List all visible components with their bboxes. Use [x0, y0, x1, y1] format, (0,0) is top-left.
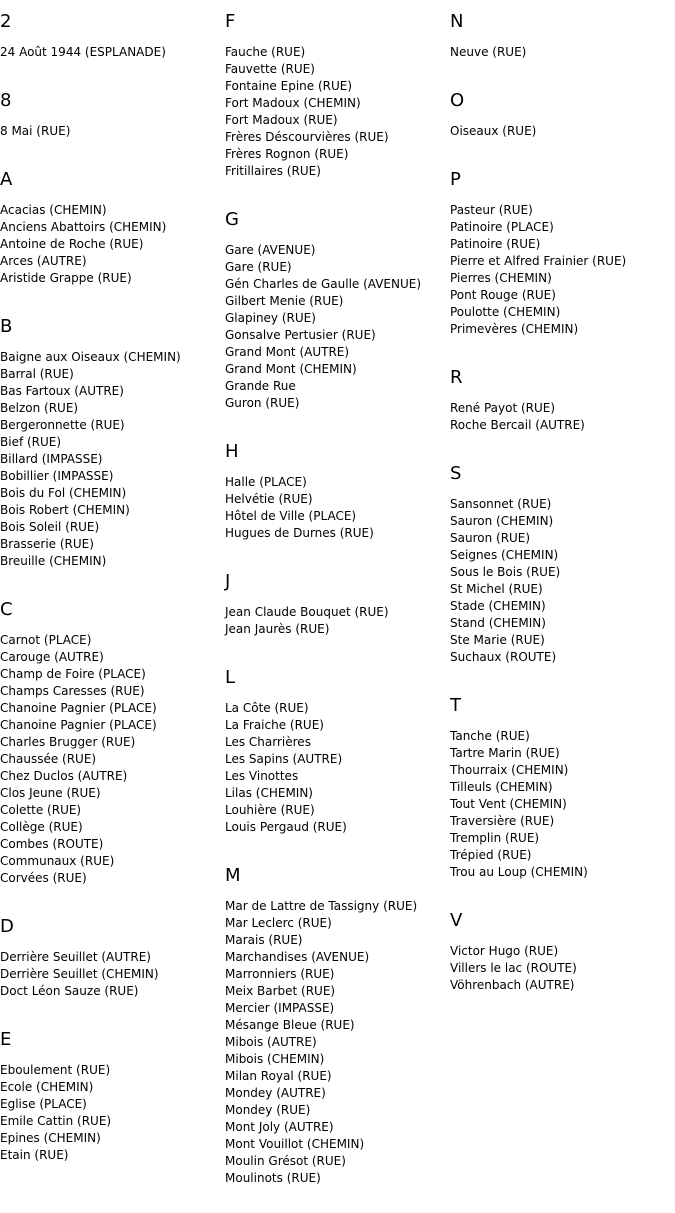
street-link[interactable]: Neuve (RUE)	[450, 45, 527, 59]
letter-section	[450, 692, 675, 881]
letter-section	[225, 664, 447, 836]
street-link[interactable]: Gare (AVENUE)	[225, 243, 316, 257]
street-link[interactable]: Stand (CHEMIN)	[450, 616, 546, 630]
street-index-column-2	[225, 8, 447, 1213]
section-letter-heading: V	[450, 910, 463, 931]
street-list	[450, 728, 675, 881]
street-link[interactable]: Champs Caresses (RUE)	[0, 684, 145, 698]
street-list	[450, 943, 675, 994]
street-link[interactable]: Chaussée (RUE)	[0, 752, 97, 766]
street-link[interactable]: Eglise (PLACE)	[0, 1097, 87, 1111]
street-link[interactable]: Emile Cattin (RUE)	[0, 1114, 112, 1128]
street-link[interactable]: Primevères (CHEMIN)	[450, 322, 579, 336]
street-link[interactable]: Stade (CHEMIN)	[450, 599, 546, 613]
street-link[interactable]: Fauche (RUE)	[225, 45, 306, 59]
street-link[interactable]: Aristide Grappe (RUE)	[0, 271, 132, 285]
street-link[interactable]: Fontaine Epine (RUE)	[225, 79, 353, 93]
street-link[interactable]: 8 Mai (RUE)	[0, 124, 71, 138]
section-letter-heading: O	[450, 90, 465, 111]
street-link[interactable]: Eboulement (RUE)	[0, 1063, 111, 1077]
letter-section	[450, 166, 675, 338]
street-list	[0, 1062, 222, 1164]
section-letter-heading: E	[0, 1029, 12, 1050]
street-link[interactable]: Villers le lac (ROUTE)	[450, 961, 577, 975]
street-link[interactable]: Epines (CHEMIN)	[0, 1131, 101, 1145]
street-link[interactable]: Derrière Seuillet (CHEMIN)	[0, 967, 159, 981]
street-link[interactable]: Doct Léon Sauze (RUE)	[0, 984, 139, 998]
section-letter-heading: F	[225, 11, 236, 32]
street-link[interactable]: Pasteur (RUE)	[450, 203, 533, 217]
street-link[interactable]: Les Vinottes	[225, 769, 299, 783]
section-letter-heading: A	[0, 169, 13, 190]
letter-section	[0, 596, 222, 887]
street-link[interactable]: Trépied (RUE)	[450, 848, 532, 862]
street-link[interactable]: Barral (RUE)	[0, 367, 74, 381]
street-link[interactable]: Gilbert Menie (RUE)	[225, 294, 344, 308]
street-link[interactable]: Chanoine Pagnier (PLACE)	[0, 701, 157, 715]
street-link[interactable]: Etain (RUE)	[0, 1148, 69, 1162]
street-link[interactable]: Corvées (RUE)	[0, 871, 87, 885]
section-letter-heading: M	[225, 865, 241, 886]
street-link[interactable]: 24 Août 1944 (ESPLANADE)	[0, 45, 166, 59]
street-link[interactable]: Hugues de Durnes (RUE)	[225, 526, 374, 540]
street-link[interactable]: Frères Déscourvières (RUE)	[225, 130, 389, 144]
letter-section	[225, 206, 447, 412]
street-link[interactable]: Derrière Seuillet (AUTRE)	[0, 950, 151, 964]
street-link[interactable]: Louhière (RUE)	[225, 803, 315, 817]
street-link[interactable]: Frères Rognon (RUE)	[225, 147, 349, 161]
letter-section	[225, 438, 447, 542]
street-link[interactable]: Patinoire (RUE)	[450, 237, 541, 251]
street-list	[225, 700, 447, 836]
street-link[interactable]: Pierres (CHEMIN)	[450, 271, 552, 285]
street-link[interactable]: Mar de Lattre de Tassigny (RUE)	[225, 899, 418, 913]
street-link[interactable]: Collège (RUE)	[0, 820, 83, 834]
street-link[interactable]: Fauvette (RUE)	[225, 62, 315, 76]
street-link[interactable]: Victor Hugo (RUE)	[450, 944, 559, 958]
street-link[interactable]: Fort Madoux (CHEMIN)	[225, 96, 361, 110]
street-link[interactable]: Bief (RUE)	[0, 435, 62, 449]
street-link[interactable]: Tremplin (RUE)	[450, 831, 540, 845]
street-link[interactable]: Mibois (AUTRE)	[225, 1035, 317, 1049]
street-list	[450, 44, 675, 61]
street-list	[450, 400, 675, 434]
street-link[interactable]: Oiseaux (RUE)	[450, 124, 537, 138]
street-link[interactable]: Helvétie (RUE)	[225, 492, 313, 506]
street-link[interactable]: Acacias (CHEMIN)	[0, 203, 107, 217]
street-list	[0, 202, 222, 287]
street-link[interactable]: Bois Soleil (RUE)	[0, 520, 100, 534]
letter-section	[450, 460, 675, 666]
street-link[interactable]: Trou au Loup (CHEMIN)	[450, 865, 588, 879]
street-link[interactable]: Marais (RUE)	[225, 933, 303, 947]
street-list	[225, 242, 447, 412]
letter-section	[0, 1026, 222, 1164]
section-letter-heading: J	[225, 571, 231, 592]
street-link[interactable]: St Michel (RUE)	[450, 582, 543, 596]
street-link[interactable]: Bobillier (IMPASSE)	[0, 469, 114, 483]
section-letter-heading: L	[225, 667, 236, 688]
letter-section	[225, 568, 447, 638]
street-link[interactable]: Mont Joly (AUTRE)	[225, 1120, 334, 1134]
street-link[interactable]: Les Sapins (AUTRE)	[225, 752, 343, 766]
street-link[interactable]: Mésange Bleue (RUE)	[225, 1018, 355, 1032]
section-letter-heading: D	[0, 916, 14, 937]
street-link[interactable]: Bois Robert (CHEMIN)	[0, 503, 130, 517]
street-link[interactable]: Hôtel de Ville (PLACE)	[225, 509, 357, 523]
street-index-column-1	[0, 8, 222, 1190]
street-list	[0, 349, 222, 570]
street-link[interactable]: Tanche (RUE)	[450, 729, 530, 743]
street-link[interactable]: Chez Duclos (AUTRE)	[0, 769, 128, 783]
street-link[interactable]: Fort Madoux (RUE)	[225, 113, 338, 127]
street-list	[225, 604, 447, 638]
street-list	[0, 44, 222, 61]
section-letter-heading: H	[225, 441, 239, 462]
street-link[interactable]: Lilas (CHEMIN)	[225, 786, 313, 800]
section-letter-heading: B	[0, 316, 13, 337]
section-letter-heading: 8	[0, 90, 12, 111]
street-link[interactable]: Jean Claude Bouquet (RUE)	[225, 605, 389, 619]
street-link[interactable]: Tartre Marin (RUE)	[450, 746, 560, 760]
street-link[interactable]: Mar Leclerc (RUE)	[225, 916, 332, 930]
letter-section	[450, 8, 675, 61]
street-link[interactable]: Antoine de Roche (RUE)	[0, 237, 144, 251]
street-link[interactable]: Milan Royal (RUE)	[225, 1069, 332, 1083]
street-link[interactable]: Halle (PLACE)	[225, 475, 307, 489]
street-link[interactable]: La Fraiche (RUE)	[225, 718, 324, 732]
street-link[interactable]: Jean Jaurès (RUE)	[225, 622, 330, 636]
section-letter-heading: P	[450, 169, 461, 190]
street-link[interactable]: Les Charrières	[225, 735, 311, 749]
street-link[interactable]: Bas Fartoux (AUTRE)	[0, 384, 124, 398]
letter-section	[225, 8, 447, 180]
letter-section	[450, 907, 675, 994]
street-link[interactable]: Roche Bercail (AUTRE)	[450, 418, 585, 432]
street-link[interactable]: Charles Brugger (RUE)	[0, 735, 136, 749]
street-link[interactable]: Poulotte (CHEMIN)	[450, 305, 561, 319]
street-link[interactable]: Billard (IMPASSE)	[0, 452, 103, 466]
letter-section	[0, 8, 222, 61]
street-link[interactable]: Mondey (RUE)	[225, 1103, 311, 1117]
street-link[interactable]: Ste Marie (RUE)	[450, 633, 545, 647]
street-link[interactable]: Grand Mont (CHEMIN)	[225, 362, 357, 376]
street-link[interactable]: Moulin Grésot (RUE)	[225, 1154, 346, 1168]
street-link[interactable]: Breuille (CHEMIN)	[0, 554, 107, 568]
street-link[interactable]: Champ de Foire (PLACE)	[0, 667, 146, 681]
letter-section	[0, 166, 222, 287]
street-link[interactable]: Grande Rue	[225, 379, 296, 393]
street-list	[0, 949, 222, 1000]
street-link[interactable]: Seignes (CHEMIN)	[450, 548, 559, 562]
street-link[interactable]: Sauron (CHEMIN)	[450, 514, 554, 528]
street-link[interactable]: Tilleuls (CHEMIN)	[450, 780, 553, 794]
street-link[interactable]: René Payot (RUE)	[450, 401, 556, 415]
street-link[interactable]: Pierre et Alfred Frainier (RUE)	[450, 254, 627, 268]
street-link[interactable]: Belzon (RUE)	[0, 401, 79, 415]
street-list	[450, 496, 675, 666]
street-link[interactable]: Thourraix (CHEMIN)	[450, 763, 569, 777]
street-link[interactable]: Traversière (RUE)	[450, 814, 555, 828]
section-letter-heading: R	[450, 367, 463, 388]
street-link[interactable]: Mibois (CHEMIN)	[225, 1052, 325, 1066]
street-link[interactable]: Guron (RUE)	[225, 396, 300, 410]
letter-section	[0, 913, 222, 1000]
street-link[interactable]: Brasserie (RUE)	[0, 537, 94, 551]
street-link[interactable]: Suchaux (ROUTE)	[450, 650, 557, 664]
street-link[interactable]: Gare (RUE)	[225, 260, 292, 274]
street-link[interactable]: Moulinots (RUE)	[225, 1171, 321, 1185]
street-list	[225, 44, 447, 180]
street-list	[450, 202, 675, 338]
street-link[interactable]: Communaux (RUE)	[0, 854, 115, 868]
street-link[interactable]: Glapiney (RUE)	[225, 311, 316, 325]
street-link[interactable]: Ecole (CHEMIN)	[0, 1080, 94, 1094]
street-list	[0, 123, 222, 140]
street-link[interactable]: Anciens Abattoirs (CHEMIN)	[0, 220, 167, 234]
street-list	[225, 474, 447, 542]
street-list	[450, 123, 675, 140]
section-letter-heading: G	[225, 209, 239, 230]
section-letter-heading: C	[0, 599, 13, 620]
street-link[interactable]: Mondey (AUTRE)	[225, 1086, 326, 1100]
street-link[interactable]: Sauron (RUE)	[450, 531, 531, 545]
letter-section	[0, 87, 222, 140]
street-link[interactable]: Colette (RUE)	[0, 803, 82, 817]
street-list	[0, 632, 222, 887]
letter-section	[0, 313, 222, 570]
street-link[interactable]: Tout Vent (CHEMIN)	[450, 797, 567, 811]
street-link[interactable]: Meix Barbet (RUE)	[225, 984, 336, 998]
street-link[interactable]: Marronniers (RUE)	[225, 967, 335, 981]
street-link[interactable]: Chanoine Pagnier (PLACE)	[0, 718, 157, 732]
street-link[interactable]: Pont Rouge (RUE)	[450, 288, 556, 302]
street-link[interactable]: La Côte (RUE)	[225, 701, 309, 715]
street-link[interactable]: Louis Pergaud (RUE)	[225, 820, 347, 834]
street-link[interactable]: Baigne aux Oiseaux (CHEMIN)	[0, 350, 181, 364]
section-letter-heading: N	[450, 11, 464, 32]
letter-section	[450, 87, 675, 140]
street-link[interactable]: Sansonnet (RUE)	[450, 497, 552, 511]
street-link[interactable]: Sous le Bois (RUE)	[450, 565, 561, 579]
street-link[interactable]: Carouge (AUTRE)	[0, 650, 104, 664]
street-link[interactable]: Mercier (IMPASSE)	[225, 1001, 335, 1015]
letter-section	[450, 364, 675, 434]
street-link[interactable]: Gén Charles de Gaulle (AVENUE)	[225, 277, 422, 291]
section-letter-heading: S	[450, 463, 462, 484]
street-link[interactable]: Clos Jeune (RUE)	[0, 786, 101, 800]
street-link[interactable]: Grand Mont (AUTRE)	[225, 345, 350, 359]
street-link[interactable]: Bois du Fol (CHEMIN)	[0, 486, 127, 500]
street-link[interactable]: Mont Vouillot (CHEMIN)	[225, 1137, 365, 1151]
section-letter-heading: T	[450, 695, 461, 716]
street-link[interactable]: Gonsalve Pertusier (RUE)	[225, 328, 376, 342]
street-link[interactable]: Bergeronnette (RUE)	[0, 418, 125, 432]
section-letter-heading: 2	[0, 11, 12, 32]
street-link[interactable]: Arces (AUTRE)	[0, 254, 87, 268]
street-link[interactable]: Fritillaires (RUE)	[225, 164, 321, 178]
street-link[interactable]: Patinoire (PLACE)	[450, 220, 554, 234]
street-index-column-3	[450, 8, 675, 1020]
street-list	[225, 898, 447, 1187]
street-link[interactable]: Combes (ROUTE)	[0, 837, 104, 851]
letter-section	[225, 862, 447, 1187]
street-link[interactable]: Carnot (PLACE)	[0, 633, 92, 647]
street-link[interactable]: Vöhrenbach (AUTRE)	[450, 978, 575, 992]
street-link[interactable]: Marchandises (AVENUE)	[225, 950, 370, 964]
